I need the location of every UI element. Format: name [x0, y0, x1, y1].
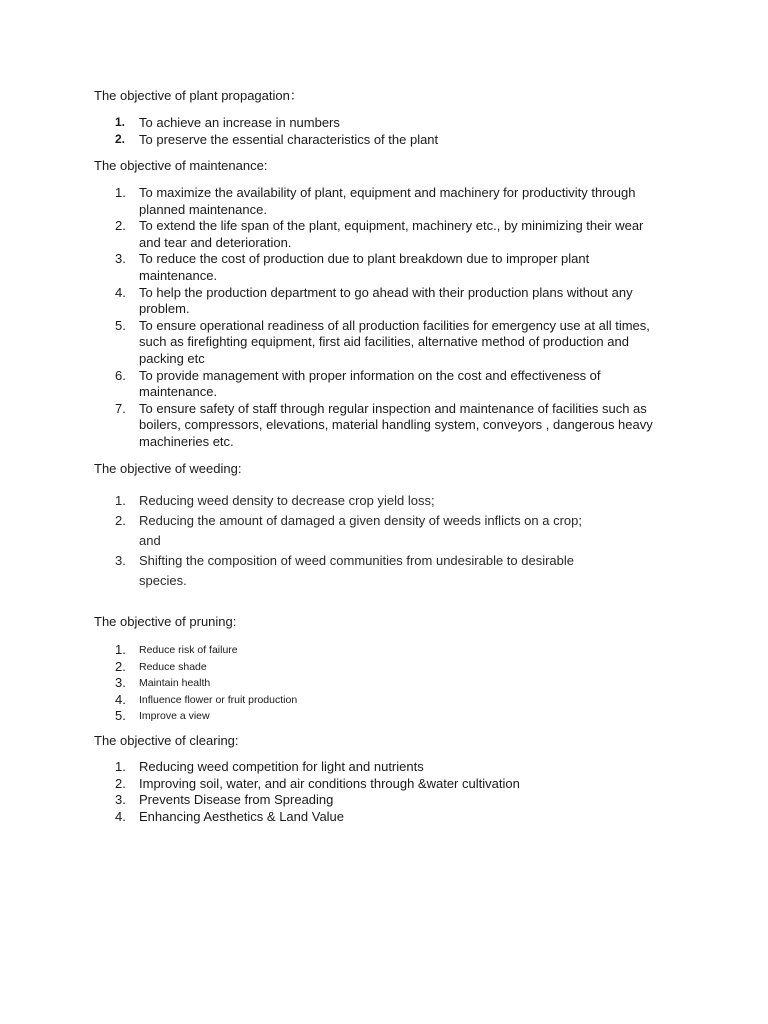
list-item-text: Reducing weed density to decrease crop yield loss;	[139, 493, 435, 508]
list-propagation	[0, 114, 664, 148]
list-number: 4.	[115, 284, 126, 300]
list-item-text: Reducing the amount of damaged a given density of weeds inflicts on a crop; and	[139, 513, 582, 548]
list-item-text: To preserve the essential characteristics of the plant	[139, 132, 439, 147]
list-item-text: To reduce the cost of production due to plant breakdown due to improper plant maintenance.	[139, 251, 590, 283]
list-item	[0, 114, 664, 131]
list-item-text: To ensure safety of staff through regular inspection and maintenance of facilities such as boilers, compressors, elevations, material handling system, conveyors , dangerous heavy machineries etc.	[139, 400, 653, 449]
list-item-text: To provide management with proper information on the cost and effectiveness of maintenance.	[139, 367, 601, 400]
section-heading-maintenance: The objective of maintenance:	[94, 158, 268, 173]
list-item-text: To ensure operational readiness of all production facilities for emergency use at all times, such as firefighting equipment, first aid facilities, alternative method of production and packing etc	[139, 317, 650, 366]
list-item-text: To extend the life span of the plant, equipment, machinery etc., by minimizing their wear and tear and deterioration.	[139, 218, 644, 250]
list-item	[0, 692, 664, 709]
list-number: 1.	[115, 642, 126, 657]
list-number: 1.	[115, 493, 126, 508]
list-item	[0, 809, 664, 826]
list-item-text: Reduce risk of failure	[139, 644, 238, 656]
list-item	[0, 659, 664, 676]
list-weeding	[0, 491, 599, 591]
list-number: 6.	[115, 367, 126, 383]
list-number: 3.	[115, 792, 126, 808]
list-item-text: To achieve an increase in numbers	[139, 115, 340, 130]
list-item-text: To help the production department to go ahead with their production plans without any problem.	[139, 284, 633, 317]
list-item	[0, 759, 664, 776]
list-item	[0, 675, 664, 692]
list-number: 2.	[115, 658, 126, 674]
list-item	[0, 491, 599, 511]
list-item	[0, 368, 661, 401]
list-item-text: Prevents Disease from Spreading	[139, 792, 334, 808]
list-number: 1.	[115, 115, 126, 129]
list-item	[0, 185, 661, 218]
list-item	[0, 218, 661, 251]
list-item	[0, 251, 661, 284]
list-number: 2.	[115, 775, 126, 791]
list-pruning	[0, 642, 664, 725]
section-heading-propagation: The objective of plant propagation：	[94, 88, 303, 103]
section-heading-weeding: The objective of weeding:	[94, 461, 242, 476]
list-number: 3.	[115, 675, 126, 690]
list-number: 7.	[115, 400, 126, 416]
list-item-text: Improving soil, water, and air conditions through &water cultivation	[139, 775, 520, 791]
list-item	[0, 401, 661, 451]
list-item-text: Maintain health	[139, 677, 211, 689]
list-item	[0, 131, 664, 148]
list-item	[0, 551, 599, 591]
list-number: 2.	[115, 132, 126, 146]
list-item	[0, 776, 664, 793]
list-number: 5.	[115, 317, 126, 333]
list-item	[0, 318, 661, 368]
list-item	[0, 285, 661, 318]
list-number: 3.	[115, 251, 126, 267]
list-item-text: Influence flower or fruit production	[139, 693, 298, 706]
list-item-text: Enhancing Aesthetics & Land Value	[139, 808, 345, 824]
list-item-text: Improve a view	[139, 710, 210, 722]
list-item-text: To maximize the availability of plant, equipment and machinery for productivity through planned maintenance.	[139, 185, 636, 217]
list-item	[0, 642, 664, 659]
list-number: 2.	[115, 218, 126, 234]
list-item-text: Reduce shade	[139, 660, 207, 673]
list-number: 5.	[115, 708, 126, 723]
list-number: 2.	[115, 513, 126, 528]
list-number: 3.	[115, 553, 126, 568]
list-item-text: Reducing weed competition for light and nutrients	[139, 759, 424, 774]
list-item	[0, 792, 664, 809]
list-maintenance	[0, 185, 661, 451]
list-number: 4.	[115, 808, 126, 824]
section-heading-pruning: The objective of pruning:	[94, 614, 237, 629]
list-item	[0, 511, 599, 551]
list-item-text: Shifting the composition of weed communities from undesirable to desirable species.	[139, 553, 575, 588]
list-item	[0, 708, 664, 725]
section-heading-clearing: The objective of clearing:	[94, 733, 239, 748]
list-number: 1.	[115, 759, 126, 774]
list-clearing	[0, 759, 664, 825]
list-number: 1.	[115, 185, 126, 200]
list-number: 4.	[115, 691, 126, 707]
